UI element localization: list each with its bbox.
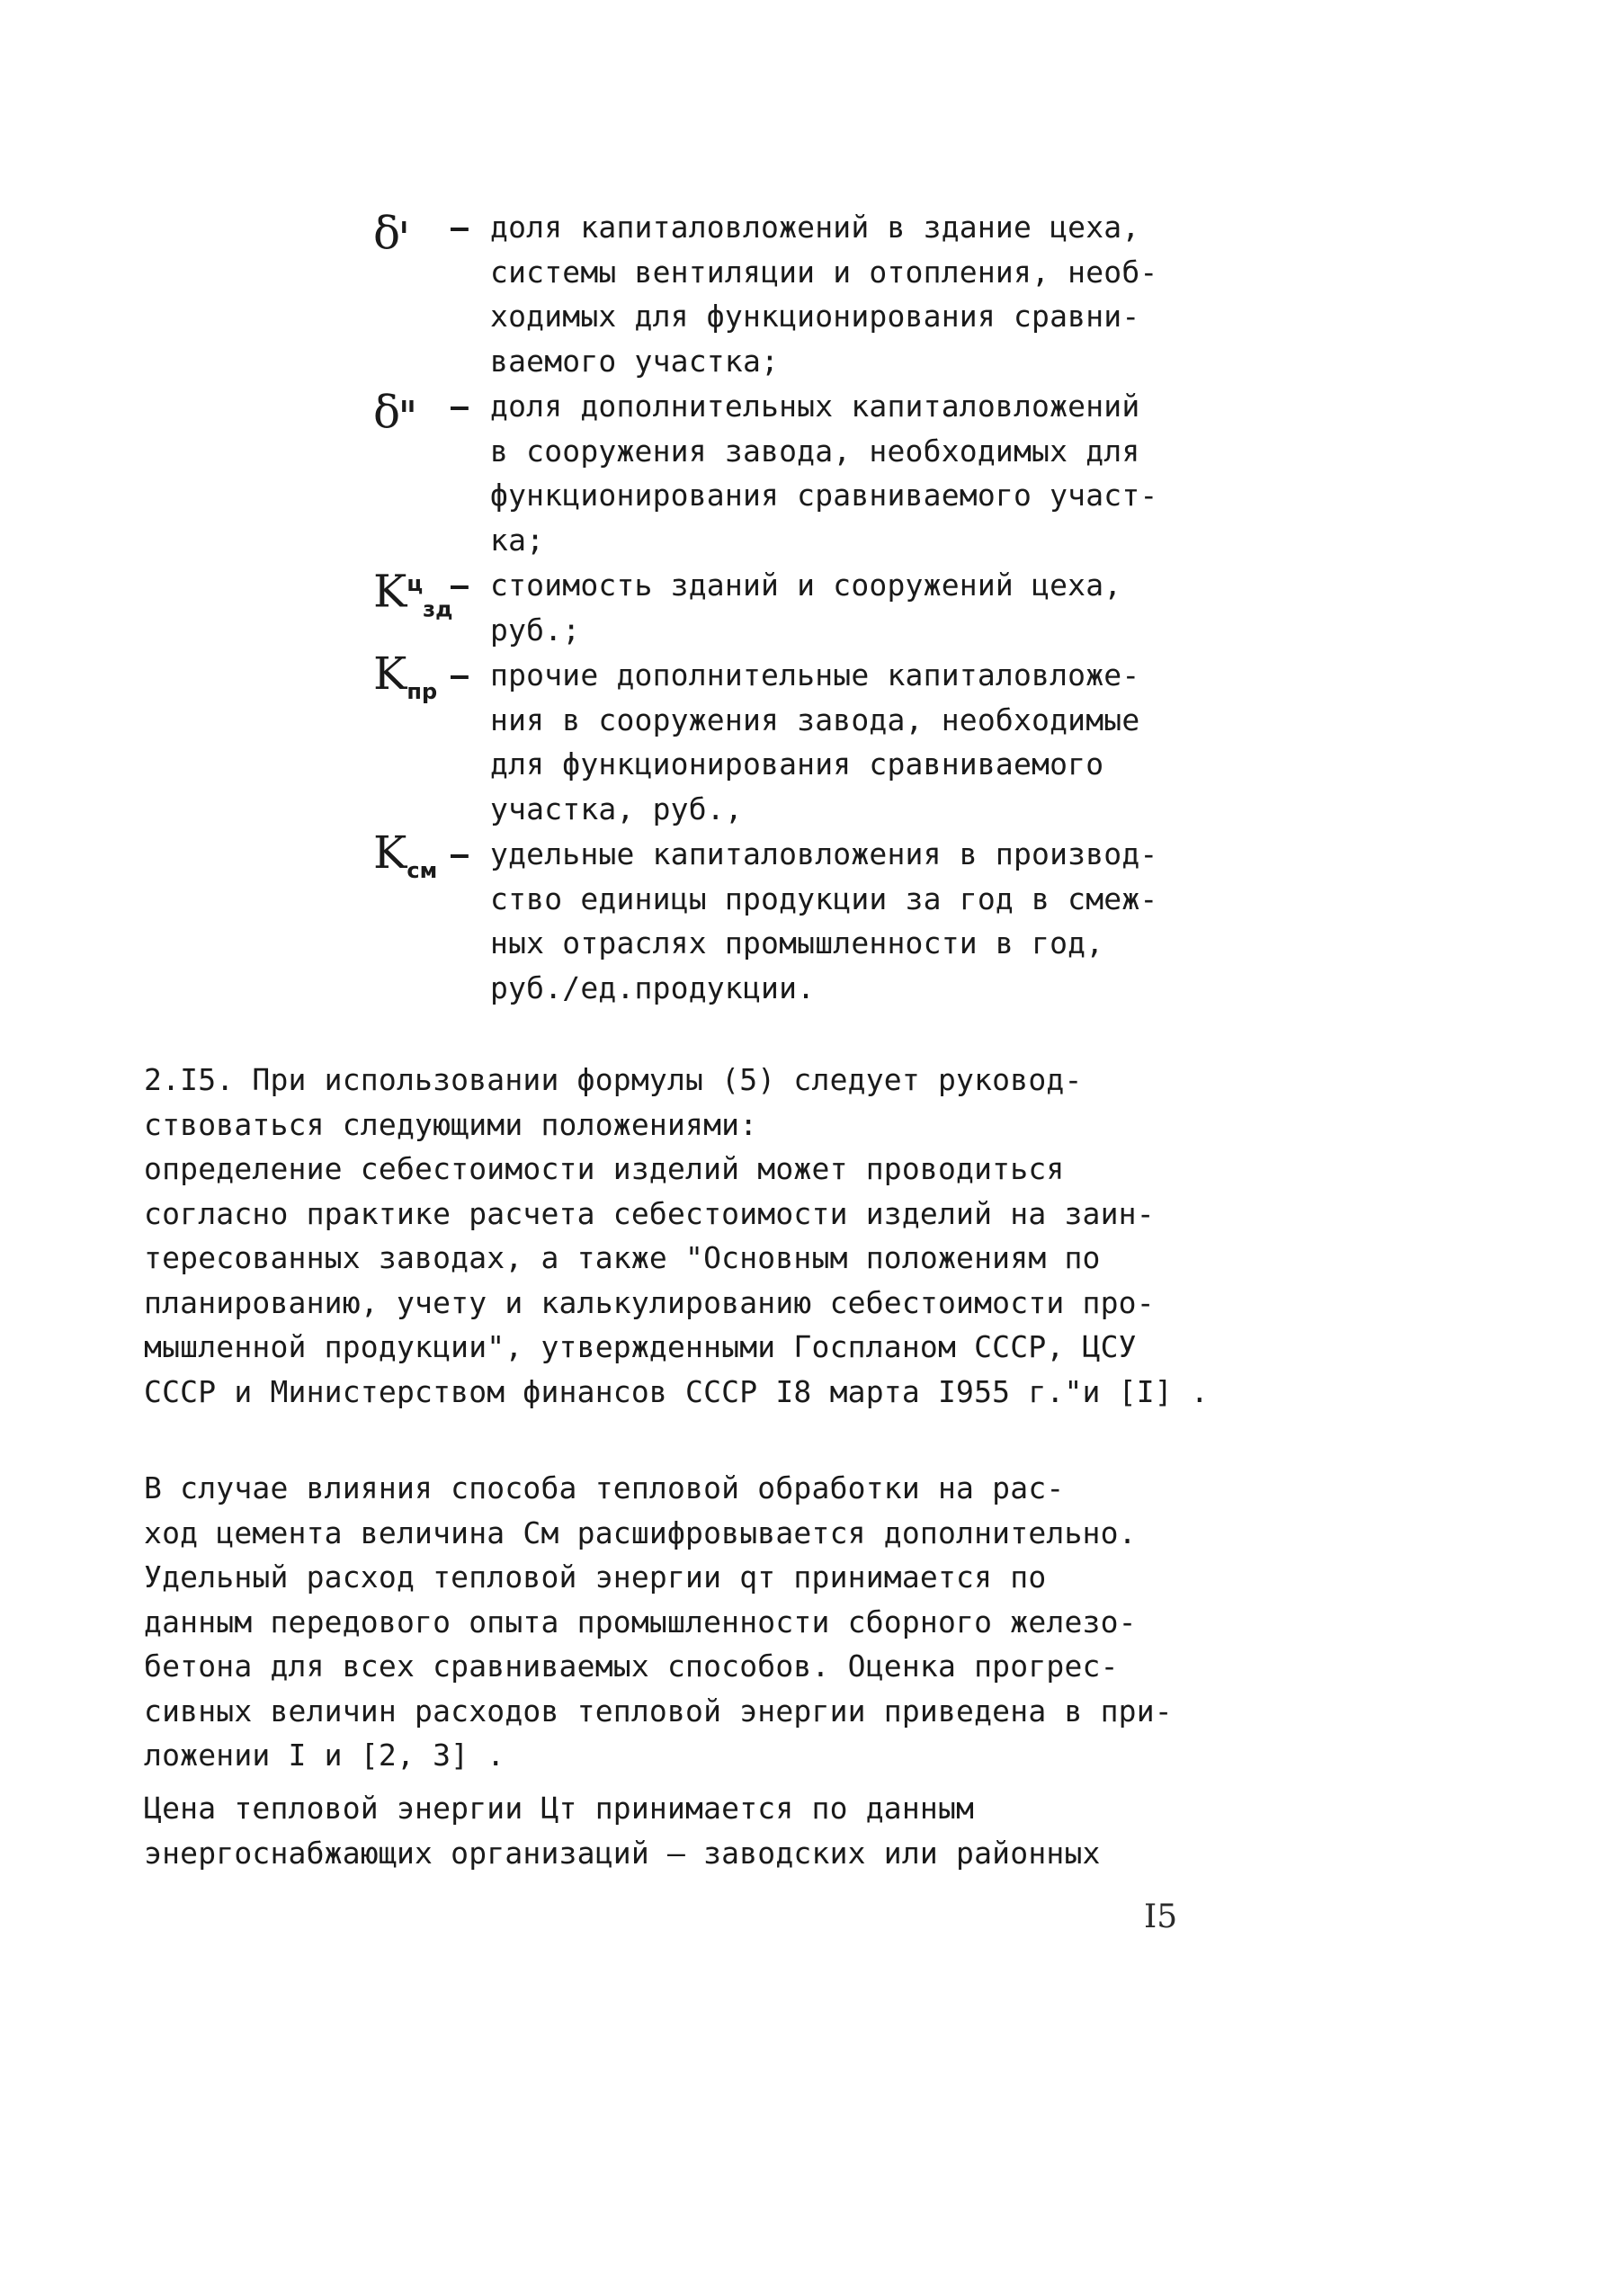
paragraph-heat-treatment: В случае влияния способа тепловой обработки на рас- ход цемента величина См расшифровывается дополнительно. Удельный расход тепловой энергии qт принимается по данным передового опыта промышленности сборного железо- бетона для всех сравниваемых способов. Оценка прогрес- сивных величин расходов тепловой энергии приведена в при- ложении I и [2, 3] . bbox=[144, 1470, 1173, 1773]
paragraph-section-2-15: 2.I5. При использовании формулы (5) следует руковод- ствоваться следующими положениями: определение себестоимости изделий может проводиться согласно практике расчета себестоимости изделий на заин- тересованных заводах, а также "Основным положениям по планированию, учету и калькулированию себестоимости про- мышленной продукции", утвержденными Госпланом СССР, ЦСУ СССР и Министерством финансов СССР I8 марта I955 г."и [I] . bbox=[144, 1062, 1209, 1409]
page-number: I5 bbox=[1144, 1898, 1178, 1935]
definition-symbol: $\delta^{ıı}$ bbox=[373, 386, 415, 439]
definition-text: прочие дополнительные капиталовложе- ния в сооружения завода, необходимые для функционирования сравниваемого участка, руб., bbox=[490, 657, 1140, 826]
definition-dash: – bbox=[451, 657, 469, 692]
definition-item bbox=[373, 648, 1228, 831]
definition-symbol: $\delta^ı$ bbox=[373, 207, 408, 260]
definition-symbol: $K^ц_{зд}$ bbox=[373, 565, 453, 622]
definition-text: доля капиталовложений в здание цеха, системы вентиляции и отопления, необ- ходимых для функционирования сравни- ваемого участка; bbox=[490, 210, 1158, 379]
definition-text: доля дополнительных капиталовложений в сооружения завода, необходимых для функционирования сравниваемого участ- ка; bbox=[490, 389, 1158, 558]
definition-text: удельные капиталовложения в производ- ство единицы продукции за год в смеж- ных отраслях промышленности в год, руб./ед.продукции. bbox=[490, 836, 1158, 1005]
definition-dash: – bbox=[451, 210, 469, 245]
definition-dash: – bbox=[451, 836, 469, 871]
definition-dash: – bbox=[451, 389, 469, 424]
definition-list bbox=[373, 205, 1228, 1010]
definition-item bbox=[373, 384, 1228, 562]
definition-item bbox=[373, 563, 1228, 652]
definition-dash: – bbox=[451, 567, 469, 603]
definition-symbol: $K_{пр}$ bbox=[373, 648, 438, 704]
definition-item bbox=[373, 826, 1228, 1010]
definition-text: стоимость зданий и сооружений цеха, руб.; bbox=[490, 567, 1122, 648]
paragraph-heat-price: Цена тепловой энергии Цт принимается по данным энергоснабжающих организаций – заводских или районных bbox=[144, 1791, 1101, 1871]
definition-symbol: $K_{см}$ bbox=[373, 826, 438, 883]
definition-item bbox=[373, 205, 1228, 383]
